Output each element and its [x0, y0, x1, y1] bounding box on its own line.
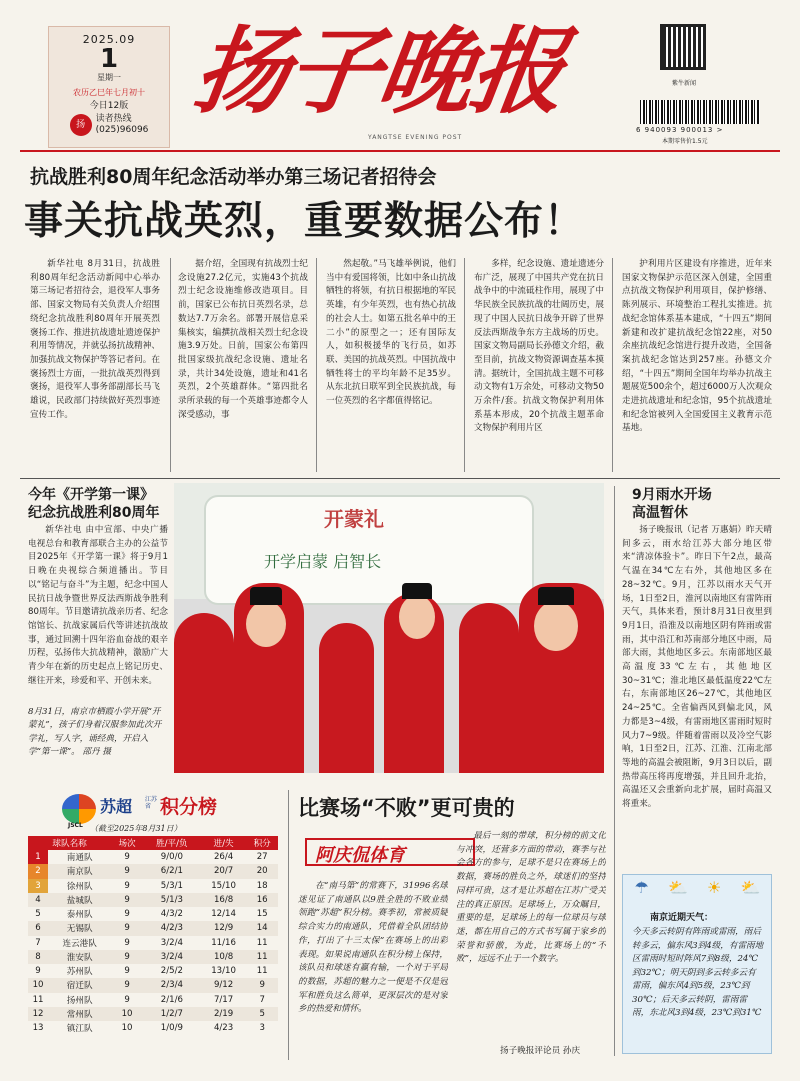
cell-played: 9: [124, 937, 130, 948]
cell-team-name: 苏州队: [66, 967, 93, 978]
standings-title: 积分榜: [160, 796, 218, 818]
date-box: [48, 26, 170, 148]
cell-goals: 10/8: [201, 950, 247, 964]
cell-played: 9: [111, 950, 143, 964]
cell-points: 11: [246, 950, 278, 964]
cell-team-name: 镇江队: [66, 1024, 93, 1035]
table-row: [28, 936, 278, 950]
cell-points: 7: [259, 994, 265, 1005]
table-row: [28, 893, 278, 907]
column-divider: [464, 258, 465, 472]
cell-played: 9: [111, 921, 143, 935]
cell-points: 15: [256, 909, 268, 920]
cell-points: 9: [246, 978, 278, 992]
lead-text-1: 新华社电 8月31日，抗战胜利80周年纪念活动新闻中心举办第三场记者招待会，退役军人事务部、国家文物局有关负责人介绍围绕纪念抗战胜利80周年开展英烈褒扬工作、推进抗战遗址遗迹保护利用等情况，并就弘扬抗战精神、加强抗战文物保护等答记者问。在褒扬烈士方面，一批抗战英烈得到褒扬，退役军人事务部副部长马飞雄说，民政部门持续做好英烈事迹宣传工作。: [30, 259, 160, 420]
cell-points: 14: [246, 921, 278, 935]
commentary-text-1: 在“南马第”的常赛下，31996名球迷见证了南通队以9胜全胜的不败业绩领跑“苏超”积分榜。赛季初，常被质疑综合实力的南通队，凭借着全队团结协作，打出了十三太保”在赛场上的出彩表现。如果说南通队在积分榜上保持，该队员和球迷有赢有输，一个对于平局的数据，苏超的魅力之一便是不仅是冠军和胜负这么简单，更深层次的是对家乡的热爱和情怀。: [298, 881, 448, 1015]
cell-points: 20: [246, 864, 278, 878]
price: 本期零售价1.5元: [662, 138, 708, 145]
lead-kicker: 抗战胜利80周年纪念活动举办第三场记者招待会: [30, 166, 437, 188]
partly-cloudy-icon: ⛅: [668, 878, 688, 897]
cell-played: 9: [111, 893, 143, 907]
sun-icon: ☀: [707, 878, 722, 897]
table-row: [28, 964, 278, 978]
cell-rank: 1: [28, 850, 48, 864]
cell-played: 9: [124, 852, 130, 863]
lead-column-5: [622, 258, 772, 472]
cell-record: 2/5/2: [160, 966, 183, 977]
table-row: [28, 1007, 278, 1021]
commentary-byline: 扬子晚报评论员 孙庆: [500, 1046, 581, 1056]
weather-text: 今天多云转阴有阵雨或雷雨，雨后转多云，偏东风3到4级，有雷雨地区雷雨时短时阵风7到8级，24℃到32℃；明天阴到多云转多云有雷雨，偏东风4到5级，23℃到30℃；后天多云转阴，雷雨雷雨，东北风3到4级，23℃到31℃: [632, 927, 764, 1018]
cell-rank: 4: [28, 893, 48, 907]
cell-points: 3: [259, 1023, 265, 1034]
league-brand: 苏超: [100, 797, 133, 816]
cell-points: 11: [256, 966, 268, 977]
table-row: [28, 864, 278, 878]
cell-record: 5/3/1: [160, 880, 183, 891]
barcode-number: 6 940093 900013 >: [636, 126, 724, 134]
cell-team-name: 徐州队: [66, 881, 93, 892]
rain-title[interactable]: [632, 486, 712, 522]
cell-record: 6/2/1: [143, 864, 201, 878]
paper-logo-icon: 扬: [70, 114, 92, 136]
column-divider: [614, 486, 615, 1056]
cell-rank: 7: [35, 937, 41, 948]
photo-caption: 8月31日，南京市栖霞小学开展“开蒙礼”，孩子们身着汉服参加此次开学礼，写人字，诵经典，开启入学“第一课”。 邵丹 摄: [28, 707, 162, 757]
cell-goals: 20/7: [201, 864, 247, 878]
cell-record: 9/0/0: [160, 852, 183, 863]
lead-text-4: 多样，纪念设施、遗址遗迹分布广泛，展现了中国共产党在抗日战争中的中流砥柱作用，展现了中华民族全民族抗战的壮阔历史，展现了中国人民抗日战争开辟了世界反法西斯战争东方主战场的历史。国家文物局副局长孙德文介绍，截至目前，抗战文物资源调查基本摸清。据统计，全国抗战主题不可移动文物有1万余处，可移动文物50万余件/套。抗战文物保护利用体系基本形成，20个抗战主题革命文物保护利用片区: [474, 259, 604, 434]
cell-team-name: 宿迁队: [48, 978, 111, 992]
cell-record: 4/2/3: [143, 921, 201, 935]
table-row: [28, 907, 278, 921]
cell-record: 3/2/4: [160, 937, 183, 948]
cell-record: 3/2/4: [143, 950, 201, 964]
cell-rank: 12: [28, 1007, 48, 1021]
hotline-number: (025)96096: [95, 125, 149, 135]
child-figure: [319, 623, 374, 773]
cell-rank: 13: [32, 1023, 44, 1034]
cell-played: 9: [124, 909, 130, 920]
cell-record: 4/3/2: [160, 909, 183, 920]
commentary-text-2: 最后一刻的带球，积分榜的前文化与冲突，还营多方面的带动，赛季与社会各方的参与，足球不是只在赛场上的数据，赛场的胜负之外，球迷们的坚持同样可贵，这才是让苏超在江苏广受关注的真正原因。足球场上，万众瞩目，重要的是，足球场上的每一位球员与球迷，都在用自己的方式书写属于家乡的荣誉和骄傲，为此，比赛场上的“不败”，远远不止于一个数字。: [456, 831, 606, 965]
cell-rank: 9: [35, 966, 41, 977]
table-row: [28, 950, 278, 964]
cell-points: 5: [246, 1007, 278, 1021]
child-hat: [250, 587, 282, 605]
table-row: [28, 1021, 278, 1035]
newspaper-subtitle: YANGTSE EVENING POST: [368, 134, 463, 141]
table-row: [28, 921, 278, 935]
cell-team-name: 南通队: [66, 853, 93, 864]
cell-team-name: 南京队: [48, 864, 111, 878]
col-record: 胜/平/负: [143, 836, 201, 850]
banner-title: 开蒙礼: [324, 507, 384, 531]
child-figure: [174, 613, 234, 773]
cell-team-name: 泰州队: [66, 910, 93, 921]
col-goals: 进/失: [201, 836, 247, 850]
cell-played: 9: [111, 864, 143, 878]
league-brand-small: 江苏省: [145, 796, 158, 810]
cell-played: 9: [111, 978, 143, 992]
rain-title-line2: 高温暂休: [632, 505, 688, 521]
lead-column-2: [178, 258, 308, 472]
column-label: [305, 838, 475, 866]
cell-record: 1/2/7: [143, 1007, 201, 1021]
cell-goals: 16/8: [201, 893, 247, 907]
column-divider: [612, 258, 613, 472]
cell-rank: 2: [28, 864, 48, 878]
lead-column-3: [326, 258, 456, 472]
partly-cloudy-icon: ⛅: [740, 878, 761, 897]
league-logo-icon: [62, 794, 96, 824]
cell-goals: 12/9: [201, 921, 247, 935]
cell-team-name: 连云港队: [62, 938, 97, 949]
child-hat: [538, 587, 574, 605]
kids-ceremony-photo[interactable]: [174, 483, 604, 773]
first-lesson-title[interactable]: [28, 486, 159, 522]
section-rule: [20, 478, 780, 479]
rain-text: [622, 524, 772, 864]
table-row: [28, 993, 278, 1007]
lead-column-4: [474, 258, 604, 472]
child-face: [246, 601, 286, 647]
masthead-rule: [20, 150, 780, 152]
cell-team-name: 淮安队: [48, 950, 111, 964]
cell-played: 9: [124, 994, 130, 1005]
date-day: 1: [99, 44, 119, 74]
cell-points: 27: [256, 852, 268, 863]
column-divider: [316, 258, 317, 472]
first-lesson-paragraph: 新华社电 由中宣部、中央广播电视总台和教育部联合主办的公益节目2025年《开学第一课》将于9月1日晚在央视综合频道播出。节目以“铭记与奋斗”为主题，纪念中国人民抗日战争暨世界反法西斯战争胜利80周年。节目邀请抗战亲历者、纪念馆馆长、抗战家属后代等讲述抗战故事，通过回溯十四年浴血奋战的艰辛历程，弘扬伟大抗战精神，激励广大青少年在新的历史起点上铭记历史、继往开来，珍爱和平、开创未来。: [28, 525, 168, 686]
first-lesson-title-line2: 纪念抗战胜利80周年: [28, 505, 160, 521]
weather-icons: [625, 878, 770, 900]
child-face: [399, 595, 435, 639]
lead-column-1: [30, 258, 160, 472]
newspaper-title: 扬子晚报: [187, 17, 571, 127]
col-team: 球队名称: [28, 836, 111, 850]
cell-played: 10: [121, 1023, 133, 1034]
col-points: 积分: [246, 836, 278, 850]
date-year: 2025.09: [82, 33, 136, 46]
commentary-title[interactable]: 比赛场“不败”更可贵的: [298, 796, 515, 820]
cell-rank: 6: [28, 921, 48, 935]
lead-text-3: 然起敬。”马飞雄举例说，他们当中有爱国将领，比如中条山抗战牺牲的将领，有抗日根据地的军民英雄，有少年英烈，也有热心抗战的社会人士。如第五批名单中的王二小”的原型之一；还有国际友人，如积极援华的飞行员，如苏联、美国的抗战英烈。中国抗战中牺牲将士的平均年龄不足35岁。从东北抗日联军到全民族抗战，每一位英烈的名字都值得铭记。: [326, 259, 456, 407]
cell-goals: 11/16: [211, 937, 236, 948]
barcode-icon: [640, 100, 760, 124]
child-face: [534, 601, 578, 651]
cell-goals: 12/14: [211, 909, 236, 920]
cell-played: 9: [124, 966, 130, 977]
cell-record: 2/1/6: [160, 994, 183, 1005]
table-row: [28, 978, 278, 992]
standings-date: （截至2025年8月31日）: [90, 824, 182, 833]
cell-record: 5/1/3: [143, 893, 201, 907]
cell-record: 2/3/4: [143, 978, 201, 992]
table-row: [28, 850, 278, 864]
first-lesson-title-line1: 今年《开学第一课》: [28, 487, 154, 503]
cell-points: 11: [256, 937, 268, 948]
column-label-text: 阿庆侃体育: [315, 845, 405, 866]
qr-code-icon[interactable]: [660, 24, 706, 70]
table-row: [28, 879, 278, 893]
column-divider: [170, 258, 171, 472]
hotline: [49, 114, 169, 136]
cell-played: 10: [111, 1007, 143, 1021]
cell-rank: 8: [28, 950, 48, 964]
lead-text-2: 据介绍，全国现有抗战烈士纪念设施27.2亿元，实施43个抗战烈士纪念设施维修改造项目。目前，国家已公布抗日英烈名录，总数达7.7万余名。部署开展信息采集核实，编撰抗战相关烈士纪念设施3.9万处。日前，国家公布第四批国家级抗战纪念设施、遗址名录，共计34处设施，遗址和41名英烈，2个英雄群体。“第四批名录所录载的每一个英雄事迹都令人深受感动，事: [178, 259, 308, 420]
banner-subtitle: 开学启蒙 启智长: [264, 552, 382, 571]
cell-goals: 15/10: [211, 880, 236, 891]
standings-header-row: [28, 836, 278, 850]
cell-rank: 3: [28, 879, 48, 893]
cell-rank: 11: [32, 994, 44, 1005]
cell-goals: 7/17: [213, 994, 234, 1005]
child-figure: [459, 603, 519, 773]
cell-played: 9: [124, 880, 130, 891]
cell-goals: 2/19: [201, 1007, 247, 1021]
cell-points: 16: [246, 893, 278, 907]
cell-goals: 4/23: [213, 1023, 234, 1034]
rain-paragraph: 扬子晚报讯（记者 万惠娟）昨天晴间多云，雨水给江苏大部分地区带来“清凉体验卡”。昨日下午2点，最高气温在34℃左右外，其他地区多在28~32℃。9月，江苏以雨水天气开场，1日至2日，淮河以南地区有雷阵雨天气，具体来看，预计8月31日夜里到9月1日，沿淮及以南地区阴有阵雨或雷雨，其中沿江和苏南部分地区中雨，局部大雨，其他地区多云。东南部地区最高温度33℃左右，其他地区30~31℃；淮北地区最低温度22℃左右，东南部地区26~27℃，其他地区24~25℃。全省偏西风到偏北风，风力都是3~4级，有雷雨地区雷雨时短时风力7~9级。伴随着雷雨以及冷空气影响，1日至2日，江苏、江淮、江南北部等地的高温会被阻断，9月3日以后，副热带高压将再度增强，并且回升北抬，高温还又会重新向北扩展，届时高温又将重来。: [622, 525, 772, 810]
cell-team-name: 扬州队: [66, 995, 93, 1006]
commentary-column-1: [298, 880, 448, 1058]
league-abbr: JSCL: [68, 822, 83, 829]
cell-goals: 13/10: [211, 966, 236, 977]
child-hat: [402, 583, 432, 599]
cell-record: 1/0/9: [160, 1023, 183, 1034]
column-divider: [288, 790, 289, 1060]
lead-headline[interactable]: 事关抗战英烈，重要数据公布！: [24, 199, 585, 244]
cell-rank: 5: [35, 909, 41, 920]
cell-team-name: 盐城队: [48, 893, 111, 907]
standings-table: [28, 836, 278, 1035]
col-played: 场次: [111, 836, 143, 850]
first-lesson-text: [28, 524, 168, 704]
cell-points: 18: [256, 880, 268, 891]
commentary-column-2: [456, 830, 606, 1042]
lead-text-5: 护利用片区建设有序推进，近年来国家文物保护示范区深入创建，全国重点抗战文物保护利用项目，保护修缮、陈列展示、环境整治工程扎实推进。抗战纪念馆体系基本建成，“十四五”期间新建和改扩建抗战纪念馆22座，对50余座抗战纪念馆进行提升改造，全国备案抗战纪念馆达到257座。孙德文介绍，“十四五”期间全国年均举办抗战主题展览500余个，超过6000万人次观众走进抗战遗址和纪念馆，95个抗战遗址和纪念馆被列入全国爱国主义教育示范基地。: [622, 259, 772, 434]
weather-title: 南京近期天气：: [650, 913, 714, 923]
hotline-label: 读者热线: [95, 114, 132, 124]
cell-team-name: 常州队: [48, 1007, 111, 1021]
qr-label: 紫牛新闻: [672, 80, 697, 87]
cell-goals: 9/12: [201, 978, 247, 992]
cell-rank: 10: [28, 978, 48, 992]
date-weekday: 星期一: [97, 73, 121, 82]
lunar-date: 农历乙巳年七月初十: [73, 88, 145, 97]
umbrella-icon: ☂: [634, 878, 649, 897]
rain-title-line1: 9月雨水开场: [632, 487, 712, 503]
cell-team-name: 无锡队: [48, 921, 111, 935]
page-count: 今日12版: [89, 101, 129, 111]
cell-goals: 26/4: [213, 852, 234, 863]
